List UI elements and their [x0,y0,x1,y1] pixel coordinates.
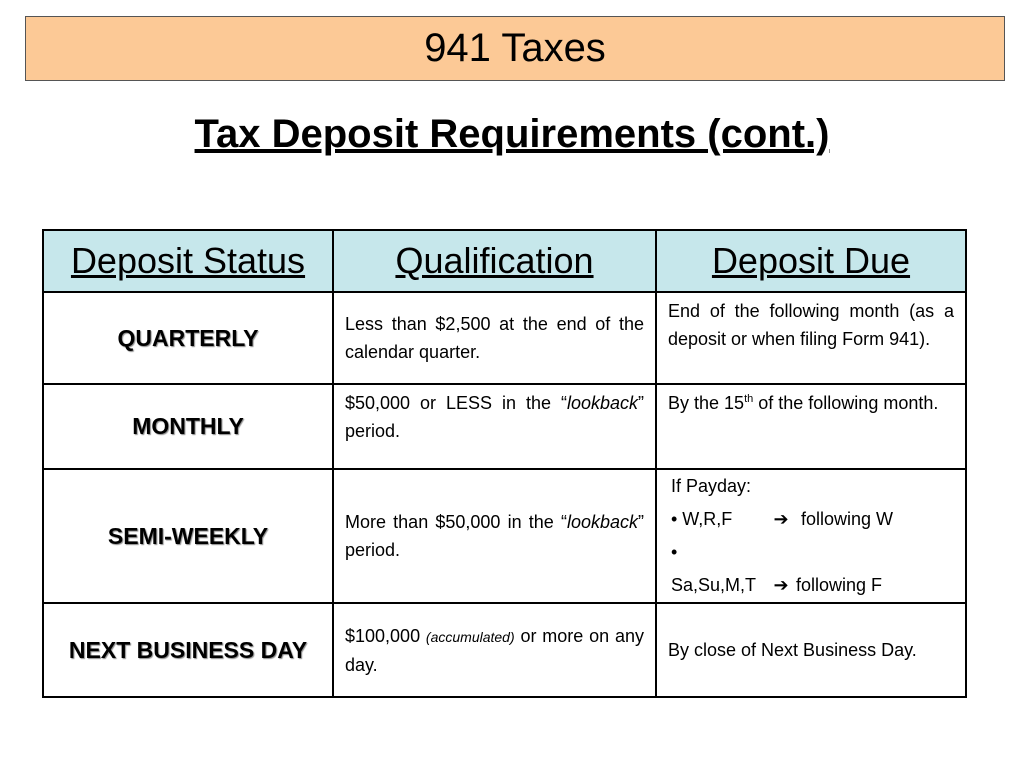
payday-days: • W,R,F [671,509,733,529]
qualification-cell [333,384,656,469]
payday-result: following F [796,575,883,595]
qualification-text-end: ” period. [345,512,644,560]
qualification-cell [333,603,656,697]
column-header: Qualification [333,230,656,292]
deposit-due-cell: End of the following month (as a deposit or when filing Form 941). [656,292,966,384]
payday-line [671,536,965,602]
column-header: Deposit Status [43,230,333,292]
qualification-text-end: ” period. [345,393,644,441]
payday-heading: If Payday: [671,476,752,496]
quote-open: “ [560,393,567,413]
title-banner [25,16,1005,81]
table-row [43,469,966,603]
due-text-end: of the following month. [753,393,939,413]
table-header-row [43,230,966,292]
ordinal-suffix: th [744,393,754,405]
qualification-text: $50,000 or LESS in the [345,393,561,413]
qualification-cell [333,469,656,603]
deposit-due-cell: By close of Next Business Day. [656,603,966,697]
payday-line [671,503,965,536]
lookback-term: lookback [566,393,638,413]
deposit-due-cell [656,384,966,469]
page-title: 941 Taxes [424,26,606,70]
deposit-status-cell: SEMI-WEEKLY [43,469,333,603]
deposit-status-cell: QUARTERLY [43,292,333,384]
qualification-text: More than $50,000 in the [345,512,561,532]
quote-open: “ [560,512,567,532]
right-arrow-icon: ➔ [773,575,789,595]
qualification-text: $100,000 [345,625,426,646]
table-row [43,603,966,697]
deposit-status-cell: MONTHLY [43,384,333,469]
due-text: By the 15 [668,393,745,413]
deposit-due-cell [656,469,966,603]
deposit-status-cell: NEXT BUSINESS DAY [43,603,333,697]
payday-result: following W [801,509,894,529]
right-arrow-icon: ➔ [773,509,789,529]
page-subtitle: Tax Deposit Requirements (cont.) [194,112,830,156]
payday-days: • Sa,Su,M,T [671,542,757,595]
lookback-term: lookback [566,512,638,532]
qualification-text-end: or more on any day. [345,625,645,675]
table-row [43,384,966,469]
accumulated-note: (accumulated) [425,628,515,645]
qualification-cell: Less than $2,500 at the end of the calendar quarter. [333,292,656,384]
deposit-requirements-table [42,229,967,698]
table-row [43,292,966,384]
column-header: Deposit Due [656,230,966,292]
